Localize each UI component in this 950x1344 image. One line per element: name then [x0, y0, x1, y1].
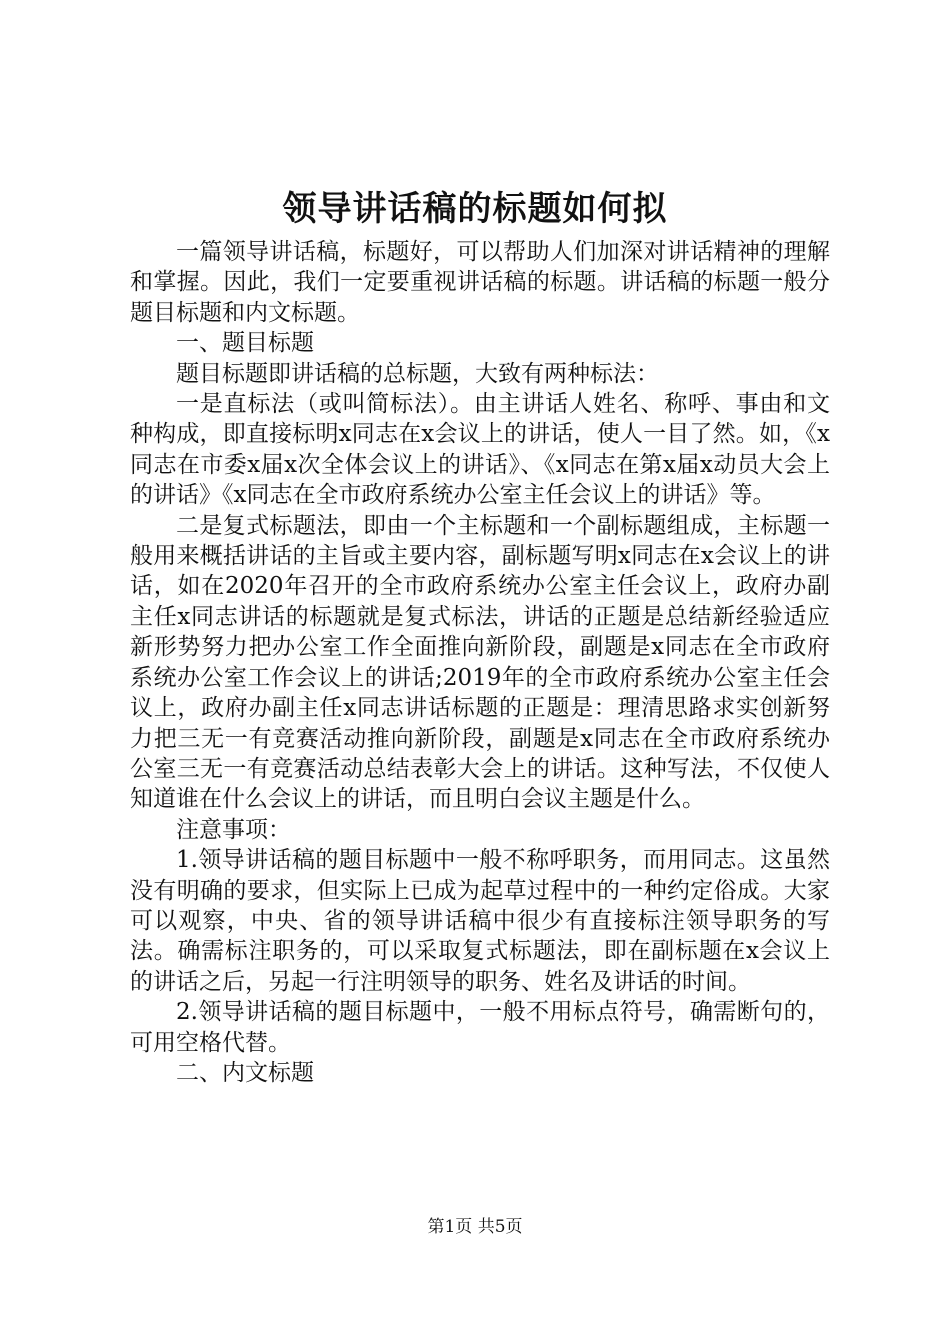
- document-body: [130, 237, 830, 1088]
- heading-section-1: 一、题目标题: [176, 330, 314, 357]
- document-title: 领导讲话稿的标题如何拟: [282, 189, 668, 229]
- paragraph-direct-method: 一是直标法（或叫简标法）。由主讲话人姓名、称呼、事由和文种构成，即直接标明x同志在x会议上的讲话，使人一目了然。如，《x同志在市委x届x次全体会议上的讲话》、《x同志在第x届x动员大会上的讲话》《x同志在全市政府系统办公室主任会议上的讲话》等。: [130, 391, 830, 509]
- paragraph-intro: 一篇领导讲话稿，标题好，可以帮助人们加深对讲话精神的理解和掌握。因此，我们一定要重视讲话稿的标题。讲话稿的标题一般分题目标题和内文标题。: [130, 239, 830, 326]
- heading-notes: 注意事项：: [176, 816, 291, 843]
- paragraph-compound-method: 二是复式标题法，即由一个主标题和一个副标题组成，主标题一般用来概括讲话的主旨或主要内容，副标题写明x同志在x会议上的讲话，如在2020年召开的全市政府系统办公室主任会议上，政府办副主任x同志讲话的标题就是复式标法，讲话的正题是总结新经验适应新形势努力把办公室工作全面推向新阶段，副题是x同志在全市政府系统办公室工作会议上的讲话;2019年的全市政府系统办公室主任会议上，政府办副主任x同志讲话标题的正题是：理清思路求实创新努力把三无一有竞赛活动推向新阶段，副题是x同志在全市政府系统办公室三无一有竞赛活动总结表彰大会上的讲话。这种写法，不仅使人知道谁在什么会议上的讲话，而且明白会议主题是什么。: [130, 512, 830, 813]
- page-footer: 第1页 共5页: [427, 1217, 523, 1237]
- paragraph-section-1-intro: 题目标题即讲话稿的总标题，大致有两种标法：: [176, 360, 659, 387]
- heading-section-2: 二、内文标题: [176, 1059, 314, 1086]
- paragraph-note-2: 2.领导讲话稿的题目标题中，一般不用标点符号，确需断句的，可用空格代替。: [130, 999, 830, 1056]
- paragraph-note-1: 1.领导讲话稿的题目标题中一般不称呼职务，而用同志。这虽然没有明确的要求，但实际上已成为起草过程中的一种约定俗成。大家可以观察，中央、省的领导讲话稿中很少有直接标注领导职务的写法。确需标注职务的，可以采取复式标题法，即在副标题在x会议上的讲话之后，另起一行注明领导的职务、姓名及讲话的时间。: [130, 847, 830, 995]
